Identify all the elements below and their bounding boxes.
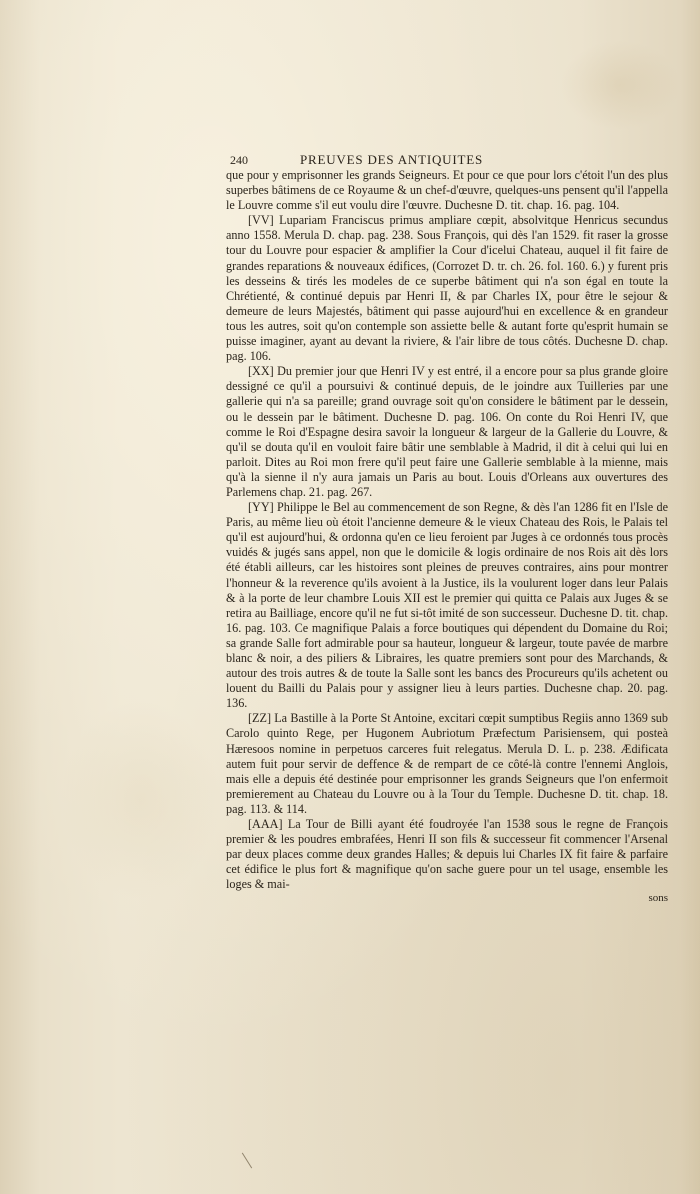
text-column [226, 152, 668, 905]
paper-stain [60, 700, 220, 900]
paper-crease-mark [242, 1153, 252, 1169]
page-number: 240 [230, 153, 248, 167]
running-head-title: PREUVES DES ANTIQUITES [300, 152, 483, 167]
paragraph-note-zz: [ZZ] La Bastille à la Porte St Antoine, excitari cœpit sumptibus Regiis anno 1369 sub Carolo quinto Rege, per Hugonem Aubriotum Præfectum Parisiensem, qui posteà Hæresoos nomine in perpetuos carceres fuit relegatus. Merula D. L. p. 238. Ædificata autem fuit pour servir de deffence & de rempart de ce côté-là contre l'ennemi Anglois, mais elle a depuis été destinée pour emprisonner les grands Seigneurs que l'on enfermoit premierement au Chateau du Louvre ou à la Tour du Temple. Duchesne D. tit. chap. 18. pag. 113. & 114. [226, 711, 668, 816]
paragraph-continuation: que pour y emprisonner les grands Seigneurs. Et pour ce que pour lors c'étoit l'un des plus superbes bâtimens de ce Royaume & un chef-d'œuvre, quelques-uns pensent qu'il l'appella le Louvre comme s'il eut voulu dire l'œuvre. Duchesne D. tit. chap. 16. pag. 104. [226, 168, 668, 213]
paper-stain [560, 40, 680, 130]
paragraph-note-yy: [YY] Philippe le Bel au commencement de son Regne, & dès l'an 1286 fit en l'Isle de Paris, au même lieu où étoit l'ancienne demeure & le vieux Chateau des Rois, le Palais tel qu'il est aujourd'hui, & ordonna qu'en ce lieu feroient par Juges à ce ordonnés tous procès vuidés & jugés sans appel, non que le domicile & logis ordinaire de nos Rois ait dès lors été établi ailleurs, car les histoires sont pleines de preuves contraires, ains pour montrer l'honneur & la reverence qu'ils avoient à la Justice, ils la voulurent loger dans leur Palais & à la porte de leur chambre Louis XII est le premier qui quitta ce Palais aux Juges & se retira au Bailliage, encore qu'il ne fut si-tôt imité de son successeur. Duchesne D. tit. chap. 16. pag. 103. Ce magnifique Palais a force boutiques qui dépendent du Domaine du Roi; sa grande Salle fort admirable pour sa hauteur, longueur & largeur, toute pavée de marbre blanc & noir, a des piliers & Libraires, les quatre premiers sont pour des Marchands, & autour des trois autres & de toute la Salle sont les bancs des Procureurs qu'ils achetent ou louent du Bailli du Palais pour y assigner lieu à leurs parties. Duchesne chap. 20. pag. 136. [226, 500, 668, 711]
paragraph-note-vv: [VV] Lupariam Franciscus primus ampliare cœpit, absolvitque Henricus secundus anno 1558. Merula D. chap. pag. 238. Sous François, qui dès l'an 1529. fit raser la grosse tour du Louvre pour espacier & amplifier la Cour d'icelui Chateau, auquel il fit faire de grandes reparations & nouveaux édifices, (Corrozet D. tr. ch. 26. fol. 160. 6.) y furent pris les desseins & tirés les modeles de ce superbe bâtiment qui n'a son égal en toute la Chrétienté, & continué depuis par Henri II, & par Charles IX, pour être le sejour & demeure de leurs Majestés, bâtiment qui passe aujourd'hui en excellence & en grandeur tous les autres, soit qu'on contemple son assiette belle & autant forte qu'esprit humain se puisse imaginer, ayant au devant la riviere, & l'air libre de tous côtés. Duchesne D. chap. pag. 106. [226, 213, 668, 364]
paragraph-note-aaa: [AAA] La Tour de Billi ayant été foudroyée l'an 1538 sous le regne de François premier & les poudres embrafées, Henri II son fils & successeur fit commencer l'Arsenal par deux places comme deux grandes Halles; & depuis lui Charles IX fit faire & parfaire cet édifice le plus fort & magnifique qu'on sache guere pour un tel usage, ensemble les loges & mai- [226, 817, 668, 892]
catchword: sons [648, 891, 668, 904]
running-header [230, 152, 668, 168]
paragraph-note-xx: [XX] Du premier jour que Henri IV y est entré, il a encore pour sa plus grande gloire dessigné ce qu'il a poursuivi & continué depuis, de le joindre aux Tuilleries par une gallerie qui n'a sa pareille; grand ouvrage soit qu'on considere le bâtiment par le dessein, ou le dessein par le bâtiment. Duchesne D. pag. 106. On conte du Roi Henri IV, que comme le Roi d'Espagne desira savoir la longueur & largeur de la Gallerie du Louvre, & qu'il se douta qu'il en vouloit faire bâtir une semblable à Madrid, il dit à celui qui lui en parloit. Dites au Roi mon frere qu'il peut faire une Gallerie semblable à la mienne, mais qu'à la sienne il n'y aura jamais un Paris au bout. Louis d'Orleans aux ouvertures des Parlemens chap. 21. pag. 267. [226, 364, 668, 499]
